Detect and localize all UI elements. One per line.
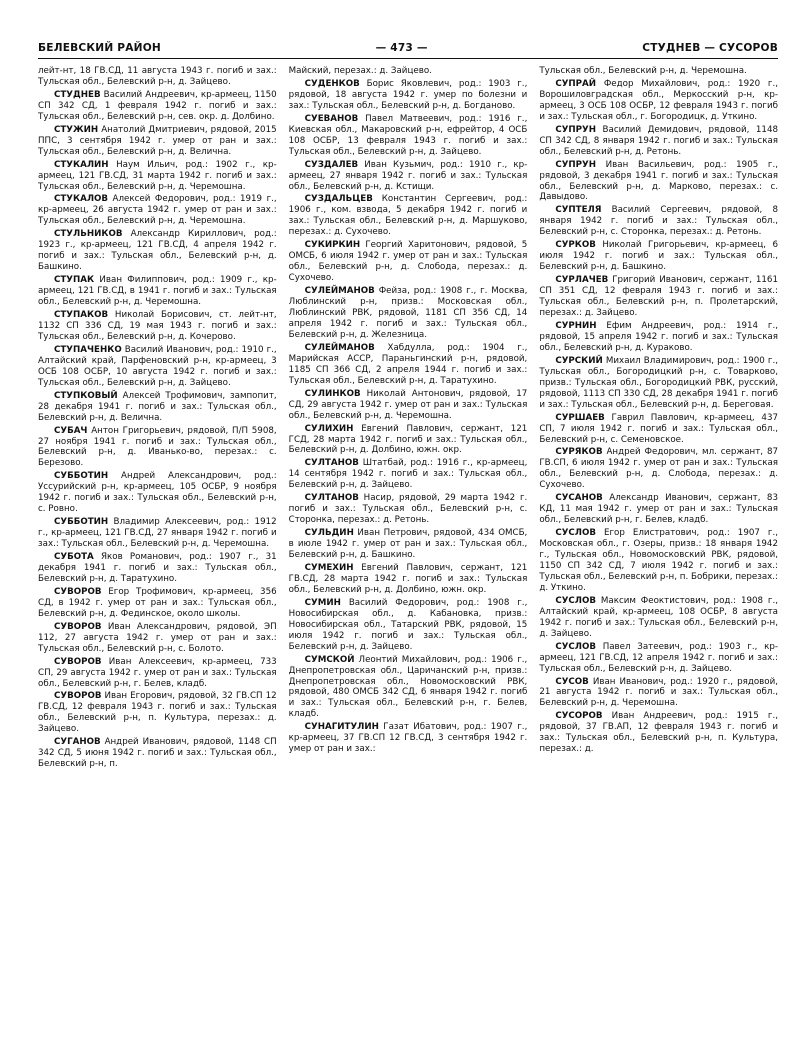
entry bbox=[38, 426, 277, 470]
entry-details: Василий Иванович, род.: 1910 г., Алтайский край, Парфеновский р-н, кр-армеец, 3 ОСБ 108 ОСБР, 10 августа 1942 г. погиб и зах.: Тульская обл., Белевский р-н, д. Зайцево. bbox=[38, 344, 277, 388]
entry bbox=[289, 286, 528, 341]
entry bbox=[289, 79, 528, 112]
entry-details: Василий Демидович, рядовой, 1148 СП 342 СД, 8 января 1942 г. погиб и зах.: Тульская обл., Белевский р-н, д. Ретонь. bbox=[539, 124, 778, 157]
entry-details: Андрей Александрович, род.: Уссурийский р-н, кр-армеец, 105 ОСБР, 9 ноября 1942 г. погиб и зах.: Тульская обл., Белевский р-н, с. Ровно. bbox=[38, 471, 277, 515]
entry-details: Антон Григорьевич, рядовой, П/П 5908, 27 ноября 1941 г. погиб и зах.: Тульская обл., Белевский р-н, д. Иванько-во, перезах.: с. Березово. bbox=[38, 425, 277, 469]
entry-surname: СУЛТАНОВ bbox=[304, 458, 359, 469]
entry bbox=[539, 160, 778, 204]
entry-details: Иван Петрович, рядовой, 434 ОМСБ, в июле 1942 г. умер от ран и зах.: Тульская обл., Белевский р-н, д. Башкино. bbox=[288, 528, 528, 561]
entry-continuation bbox=[38, 66, 277, 88]
entry-details: Хабдулла, род.: 1904 г., Марийская АССР, Параньгинский р-н, рядовой, 1185 СП 366 СД, 2 апреля 1944 г. погиб и зах.: Тульская обл., Белевский р-н, д. Таратухино. bbox=[288, 342, 528, 386]
entry bbox=[38, 160, 277, 193]
entry-details: Николай Григорьевич, кр-армеец, 6 июля 1942 г. погиб и зах.: Тульская обл., Белевский р-н, д. Башкино. bbox=[539, 240, 778, 273]
entry bbox=[539, 642, 778, 675]
entry-surname: СУЛИНКОВ bbox=[304, 388, 361, 399]
entry bbox=[289, 114, 528, 158]
header-region: БЕЛЕВСКИЙ РАЙОН bbox=[38, 42, 161, 54]
entry bbox=[539, 205, 778, 238]
entry-details: Штатбай, род.: 1916 г., кр-армеец, 14 сентября 1942 г. погиб и зах.: Тульская обл., Белевский р-н, д. Зайцево. bbox=[288, 458, 528, 491]
entry bbox=[539, 413, 778, 446]
entry-details: Евгений Павлович, сержант, 121 ГВ.СД, 28 марта 1942 г. погиб и зах.: Тульская обл., Белевский р-н, д. Долбино, южн. окр. bbox=[288, 562, 528, 595]
entry-continuation bbox=[289, 66, 528, 77]
entry bbox=[539, 711, 778, 755]
entry-surname: СУДЕНКОВ bbox=[304, 78, 360, 89]
entry bbox=[289, 343, 528, 387]
entry bbox=[38, 194, 277, 227]
entry-details: Андрей Иванович, рядовой, 1148 СП 342 СД, 5 июня 1942 г. погиб и зах.: Тульская обл., Белевский р-н, п. bbox=[38, 737, 277, 770]
entry-details: Иван Алексеевич, кр-армеец, 733 СП, 29 августа 1942 г. умер от ран и зах.: Тульская обл., Белевский р-н, г. Белев, кладб. bbox=[38, 656, 277, 689]
entry bbox=[38, 622, 277, 655]
entry-details: Егор Трофимович, кр-армеец, 356 СД, в 1942 г. умер от ран и зах.: Тульская обл., Белевский р-н, д. Фединское, около школы. bbox=[38, 586, 277, 619]
entry-details: Гаврил Павлович, кр-армеец, 437 СП, 7 июля 1942 г. погиб и зах.: Тульская обл., Белевский р-н, с. Семеновское. bbox=[539, 412, 778, 445]
entry-details: Насир, рядовой, 29 марта 1942 г. погиб и зах.: Тульская обл., Белевский р-н, с. Сторонка, перезах.: д. Ретонь. bbox=[288, 493, 528, 526]
entry bbox=[289, 722, 528, 755]
entry-surname: СУМСКОЙ bbox=[304, 654, 355, 665]
entry-surname: СУРСКИЙ bbox=[555, 355, 603, 366]
entry-details: Константин Сергеевич, род.: 1906 г., ком. взвода, 5 декабря 1942 г. погиб и зах.: Тульская обл., Белевский р-н, д. Маршуково, перезах.: д. Сухочево. bbox=[288, 194, 528, 238]
entry bbox=[38, 737, 277, 770]
entry-details: Николай Борисович, ст. лейт-нт, 1132 СП 336 СД, 19 мая 1943 г. погиб и зах.: Тульская обл., Белевский р-н, д. Кочерово. bbox=[38, 310, 277, 342]
entry-details: Василий Федорович, род.: 1908 г., Новосибирская обл., д. Кабановка, призв.: Новосибирская обл., Татарский РВК, рядовой, 15 июля 1942 г. погиб и зах.: Тульская обл., Белевский р-н, д. Зайцево. bbox=[288, 597, 528, 652]
entry bbox=[539, 677, 778, 710]
entry-surname: СУЕВАНОВ bbox=[304, 113, 359, 124]
entry-surname: СУПТЕЛЯ bbox=[555, 205, 602, 216]
entry bbox=[539, 528, 778, 594]
entry bbox=[289, 240, 528, 284]
entry bbox=[539, 125, 778, 158]
entry bbox=[38, 517, 277, 550]
entry bbox=[38, 471, 277, 515]
entry bbox=[539, 79, 778, 123]
entry-surname: СУБАЧ bbox=[54, 425, 88, 436]
entry bbox=[38, 691, 277, 735]
entry-details: Майский, перезах.: д. Зайцево. bbox=[288, 66, 432, 76]
entry-details: Георгий Харитонович, рядовой, 5 ОМСБ, 6 июля 1942 г. умер от ран и зах.: Тульская обл., Белевский р-н, д. Слобода, перезах.: д. Сухочево. bbox=[288, 240, 528, 284]
entry bbox=[539, 493, 778, 526]
entry-details: Анатолий Дмитриевич, рядовой, 2015 ППС, 3 сентября 1942 г. умер от ран и зах.: Тульская обл., Белевский р-н, д. Велична. bbox=[38, 124, 277, 157]
header-name-range: СТУДНЕВ — СУСОРОВ bbox=[642, 42, 778, 54]
entry bbox=[539, 240, 778, 273]
entry-surname: СУРШАЕВ bbox=[555, 412, 605, 423]
entry-details: Борис Яковлевич, род.: 1903 г., рядовой, 18 августа 1942 г. умер по болезни и зах.: Тульская обл., Белевский р-н, д. Богданово. bbox=[288, 78, 528, 111]
entry-details: Тульская обл., Белевский р-н, д. Черемошна. bbox=[539, 66, 747, 76]
entry-surname: СУРЯКОВ bbox=[555, 447, 603, 458]
entry-details: Александр Кириллович, род.: 1923 г., кр-армеец, 121 ГВ.СД, 4 апреля 1942 г. погиб и зах.: Тульская обл., Белевский р-н, д. Башкино. bbox=[38, 229, 277, 273]
entry-surname: СУСАНОВ bbox=[555, 493, 603, 504]
entry bbox=[289, 528, 528, 561]
entry bbox=[289, 389, 528, 422]
entry bbox=[289, 194, 528, 238]
entry-details: Павел Затеевич, род.: 1903 г., кр-армеец, 121 ГВ.СД, 12 апреля 1942 г. погиб и зах.: Тульская обл., Белевский р-н, д. Зайцево. bbox=[539, 641, 778, 674]
entry-details: Михаил Владимирович, род.: 1900 г., Тульская обл., Богородицкий р-н, с. Товарково, призв.: Тульская обл., Богородицкий РВК, русский, рядовой, 1113 СП 330 СД, 28 декабря 1941 г. погиб и зах.: Тульская обл., Белевский р-н, д. Береговая. bbox=[539, 355, 778, 410]
entry bbox=[38, 275, 277, 308]
entry-surname: СУПРУН bbox=[555, 159, 597, 170]
entry-details: Иван Васильевич, род.: 1905 г., рядовой, 3 декабря 1941 г. погиб и зах.: Тульская обл., Белевский р-н, д. Марково, перезах.: с. Давыдово. bbox=[539, 159, 778, 203]
entry-details: Леонтий Михайлович, род.: 1906 г., Днепропетровская обл., Царичанский р-н, призв.: Днепропетровская обл., Новомосковский РВК, рядовой, 480 ОМСБ 342 СД, 6 января 1942 г. погиб и зах.: Тульская обл., Белевский р-н, г. Белев, кладб. bbox=[288, 654, 528, 720]
entry-surname: СУМЕХИН bbox=[304, 562, 354, 573]
entry bbox=[38, 391, 277, 424]
entry bbox=[38, 125, 277, 158]
entry-surname: СУПРУН bbox=[555, 124, 597, 135]
entry-details: лейт-нт, 18 ГВ.СД, 11 августа 1943 г. погиб и зах.: Тульская обл., Белевский р-н, д. Зайцево. bbox=[38, 66, 277, 87]
entry bbox=[38, 310, 277, 343]
entry-surname: СУВОРОВ bbox=[54, 586, 102, 597]
entry-surname: СУКИРКИН bbox=[304, 240, 361, 251]
entry bbox=[289, 458, 528, 491]
entry-surname: СУВОРОВ bbox=[54, 656, 102, 667]
entry bbox=[289, 563, 528, 596]
entry-surname: СТУЖИН bbox=[54, 124, 99, 135]
entry-details: Павел Матвеевич, род.: 1916 г., Киевская обл., Макаровский р-н, ефрейтор, 4 ОСБ 108 ОСБР, 13 февраля 1943 г. погиб и зах.: Тульская обл., Белевский р-н, д. Зайцево. bbox=[288, 113, 528, 157]
entry-details: Яков Романович, род.: 1907 г., 31 декабря 1941 г. погиб и зах.: Тульская обл., Белевский р-н, д. Таратухино. bbox=[38, 552, 277, 584]
entry-surname: СУББОТИН bbox=[54, 471, 109, 482]
entry bbox=[38, 552, 277, 585]
entry-surname: СУНАГИТУЛИН bbox=[304, 722, 379, 733]
entry bbox=[539, 321, 778, 354]
entry-surname: СУГАНОВ bbox=[54, 737, 101, 748]
entry-details: Иван Александрович, рядовой, ЭП 112, 27 августа 1942 г. умер от ран и зах.: Тульская обл., Белевский р-н, с. Болото. bbox=[38, 621, 277, 654]
entry bbox=[539, 447, 778, 491]
entry-details: Василий Андреевич, кр-армеец, 1150 СП 342 СД, 1 февраля 1942 г. погиб и зах.: Тульская обл., Белевский р-н, сев. окр. д. Долбино. bbox=[38, 89, 277, 122]
entry-surname: СТУПАКОВ bbox=[54, 310, 109, 321]
entry-details: Иван Кузьмич, род.: 1910 г., кр-армеец, 27 января 1942 г. погиб и зах.: Тульская обл., Белевский р-н, д. Кстищи. bbox=[288, 159, 528, 192]
entry-details: Григорий Иванович, сержант, 1161 СП 351 СД, 12 февраля 1943 г. погиб и зах.: Тульская обл., Белевский р-н, п. Пролетарский, перезах.: д. Зайцево. bbox=[539, 275, 778, 319]
entry bbox=[289, 598, 528, 653]
entry-surname: СУБОТА bbox=[54, 552, 94, 563]
entry-surname: СУСЛОВ bbox=[555, 528, 596, 539]
entry-details: Александр Иванович, сержант, 83 КД, 11 мая 1942 г. умер от ран и зах.: Тульская обл., Белевский р-н, г. Белев, кладб. bbox=[539, 493, 778, 526]
entry-surname: СУЗДАЛЕВ bbox=[304, 159, 359, 170]
entry bbox=[539, 275, 778, 319]
entry bbox=[38, 345, 277, 389]
entry bbox=[539, 356, 778, 411]
header-page-number: — 473 — bbox=[375, 42, 428, 54]
entry bbox=[289, 655, 528, 721]
entry-details: Ефим Андреевич, род.: 1914 г., рядовой, 15 апреля 1942 г. погиб и зах.: Тульская обл., Белевский р-н, д. Кураково. bbox=[539, 320, 778, 353]
entry-details: Фейза, род.: 1908 г., г. Москва, Люблинский р-н, призв.: Московская обл., Люблинский РВК, рядовой, 1181 СП 356 СД, 14 апреля 1942 г. погиб и зах.: Тульская обл., Белевский р-н, д. Железница. bbox=[288, 286, 528, 340]
entry bbox=[38, 657, 277, 690]
entry bbox=[38, 587, 277, 620]
entry-surname: СУВОРОВ bbox=[54, 621, 102, 632]
entry-details: Евгений Павлович, сержант, 121 ГСД, 28 марта 1942 г. погиб и зах.: Тульская обл., Белевский р-н, д. Долбино, южн. окр. bbox=[288, 423, 528, 456]
entry-surname: СУББОТИН bbox=[54, 517, 109, 528]
entry-surname: СУЛИХИН bbox=[304, 423, 354, 434]
entry-surname: СУРНИН bbox=[555, 320, 597, 331]
entry-details: Василий Сергеевич, рядовой, 8 января 1942 г. погиб и зах.: Тульская обл., Белевский р-н, с. Сторонка, перезах.: д. Ретонь. bbox=[539, 205, 778, 238]
entry-details: Алексей Трофимович, зампопит, 28 декабря 1941 г. погиб и зах.: Тульская обл., Белевский р-н, д. Велична. bbox=[38, 390, 277, 423]
entry-details: Федор Михайлович, род.: 1920 г., Ворошиловградская обл., Меркосский р-н, кр-армеец, 3 ОСБ 108 ОСБР, 12 февраля 1943 г. погиб и зах.: Тульская обл., г. Богородицк, д. Уткино. bbox=[539, 78, 778, 122]
entry bbox=[289, 160, 528, 193]
entry-surname: СУЛЕЙМАНОВ bbox=[304, 286, 375, 297]
entry-surname: СУСОРОВ bbox=[555, 711, 603, 722]
entry-surname: СУПРАЙ bbox=[555, 78, 597, 89]
entry-surname: СТУКАЛОВ bbox=[54, 194, 109, 205]
entry-surname: СУМИН bbox=[304, 597, 341, 608]
entry-details: Николай Антонович, рядовой, 17 СД, 29 августа 1942 г. умер от ран и зах.: Тульская обл., Белевский р-н, д. Черемошна. bbox=[288, 388, 528, 421]
entry-details: Наум Ильич, род.: 1902 г., кр-армеец, 121 ГВ.СД, 31 марта 1942 г. погиб и зах.: Тульская обл., Белевский р-н, д. Черемошна. bbox=[38, 159, 277, 192]
entry-surname: СУСОВ bbox=[555, 676, 589, 687]
entry-details: Егор Елистратович, род.: 1907 г., Московская обл., г. Озеры, призв.: 18 января 1942 г., Тульская обл., Новомосковский РВК, рядовой, 1150 СП 342 СД, 7 июля 1942 г. погиб и зах.: Тульская обл., Белевский р-н, п. Бобрики, перезах.: д. Уткино. bbox=[539, 528, 778, 593]
entry-details: Газат Ибатович, род.: 1907 г., кр-армеец, 37 ГВ.СП 12 ГВ.СД, 3 сентября 1942 г. умер от ран и зах.: bbox=[288, 722, 528, 755]
entry-surname: СТУДНЕВ bbox=[54, 89, 101, 100]
entry bbox=[289, 493, 528, 526]
entry-surname: СУЛЕЙМАНОВ bbox=[304, 342, 375, 353]
entry-details: Алексей Федорович, род.: 1919 г., кр-армеец, 26 августа 1942 г. умер от ран и зах.: Тульская обл., Белевский р-н, д. Черемошна. bbox=[38, 194, 277, 227]
page-header bbox=[38, 42, 778, 54]
entry-surname: СУРКОВ bbox=[555, 240, 596, 251]
entry bbox=[38, 229, 277, 273]
entry bbox=[539, 596, 778, 640]
entry-details: Иван Иванович, род.: 1920 г., рядовой, 21 августа 1942 г. погиб и зах.: Тульская обл., Белевский р-н, д. Черемошна. bbox=[539, 676, 778, 709]
header-divider bbox=[38, 58, 778, 59]
entry-details: Андрей Федорович, мл. сержант, 87 ГВ.СП, 6 июля 1942 г. умер от ран и зах.: Тульская обл., Белевский р-н, д. Слобода, перезах.: д. Сухочево. bbox=[539, 447, 778, 491]
entries-columns bbox=[38, 66, 778, 1049]
entry-continuation bbox=[539, 66, 778, 77]
entry-surname: СУВОРОВ bbox=[54, 691, 102, 702]
entry-surname: СУРЛАЧЕВ bbox=[555, 275, 609, 286]
entry-surname: СУЛТАНОВ bbox=[304, 493, 359, 504]
entry-surname: СУЛЬДИН bbox=[304, 528, 354, 539]
entry-surname: СУСЛОВ bbox=[555, 595, 596, 606]
column-2 bbox=[289, 66, 528, 1049]
entry-surname: СТУПАЧЕНКО bbox=[54, 344, 122, 355]
entry-details: Максим Феоктистович, род.: 1908 г., Алтайский край, кр-армеец, 108 ОСБР, 8 августа 1942 г. погиб и зах.: Тульская обл., Белевский р-н, д. Зайцево. bbox=[539, 595, 778, 639]
entry bbox=[289, 424, 528, 457]
entry-surname: СТУКАЛИН bbox=[54, 159, 109, 170]
column-1 bbox=[38, 66, 277, 1049]
entry-details: Иван Андреевич, род.: 1915 г., рядовой, 37 ГВ.АП, 12 февраля 1943 г. погиб и зах.: Тульская обл., Белевский р-н, п. Культура, перезах.: д. bbox=[539, 711, 778, 755]
entry-details: Иван Егорович, рядовой, 32 ГВ.СП 12 ГВ.СД, 12 февраля 1943 г. погиб и зах.: Тульская обл., Белевский р-н, п. Культура, перезах.: д. Зайцево. bbox=[38, 691, 277, 735]
entry-surname: СТУПАК bbox=[54, 275, 95, 286]
entry-surname: СУЗДАЛЬЦЕВ bbox=[304, 194, 373, 205]
column-3 bbox=[539, 66, 778, 1049]
entry-details: Иван Филиппович, род.: 1909 г., кр-армеец, 121 ГВ.СД, в 1941 г. погиб и зах.: Тульская обл., Белевский р-н, д. Черемошна. bbox=[38, 275, 277, 308]
entry-details: Владимир Алексеевич, род.: 1912 г., кр-армеец, 121 ГВ.СД, 27 января 1942 г. погиб и зах.: Тульская обл., Белевский р-н, д. Черемошна. bbox=[38, 517, 277, 550]
entry-surname: СТУПКОВЫЙ bbox=[54, 390, 118, 401]
entry-surname: СТУЛЬНИКОВ bbox=[54, 229, 123, 240]
entry bbox=[38, 90, 277, 123]
entry-surname: СУСЛОВ bbox=[555, 641, 596, 652]
